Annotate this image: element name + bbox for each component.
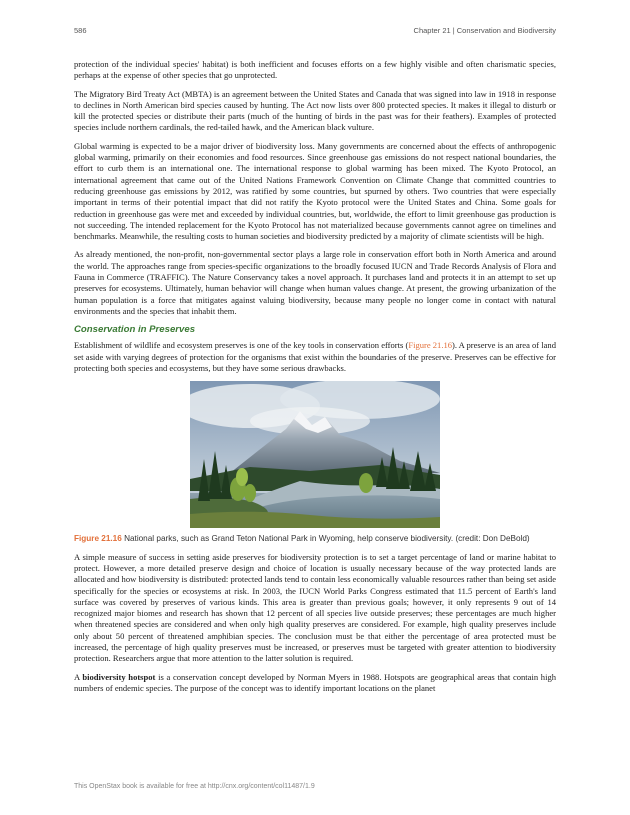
chapter-title: Chapter 21 | Conservation and Biodiversity: [413, 26, 556, 35]
paragraph-7: [74, 672, 556, 695]
paragraph-7-rest: is a conservation concept developed by Norman Myers in 1988. Hotspots are geographical areas that contain high numbers of endemic species. The purpose of the concept was to identify important locations on the planet: [74, 671, 556, 693]
figure-label: Figure 21.16: [74, 534, 122, 544]
paragraph-6: A simple measure of success in setting aside preserves for biodiversity protection is to set a target percentage of land or marine habitat to protect. However, a more detailed preserve design and choice of location is usually necessary because of the way protected lands are allocated and how biodiversity is distributed: protected lands tend to contain less economically valuable resources rather than being set aside specifically for the species or ecosystems at risk. In 2003, the IUCN World Parks Congress estimated that 11.5 percent of Earth's land surface was covered by preserves of various kinds. This area is greater than previous goals; however, it only represents 9 out of 14 recognized major biomes and research has shown that 12 percent of all species live outside preserves; these percentages are much higher when threatened species are considered and when only high quality preserves are considered. For example, high quality preserves include only about 50 percent of threatened amphibian species. The conclusion must be that either the percentage of area protected must be increased, the percentage of high quality preserves must be increased, or preserves must be targeted with greater attention to biodiversity protection. Researchers argue that more attention to the latter solution is required.: [74, 551, 556, 664]
paragraph-1: protection of the individual species' habitat) is both inefficient and focuses efforts on a few highly visible and often charismatic species, perhaps at the expense of other species that go unprotected.: [74, 59, 556, 81]
paragraph-3: Global warming is expected to be a major driver of biodiversity loss. Many governments are concerned about the effects of anthropogenic global warming, primarily on their economies and food resources. Since greenhouse gas emissions do not respect national boundaries, the effort to curb them is an international one. The international response to global warming has been mixed. The Kyoto Protocol, an international agreement that came out of the United Nations Framework Convention on Climate Change that committed countries to reducing greenhouse gas emissions by 2012, was ratified by some countries, but spurned by others. Two countries that were especially important in terms of their potential impact that did not ratify the Kyoto protocol were the United States and China. Some goals for reduction in greenhouse gas were met and exceeded by individual countries, but, worldwide, the effort to limit greenhouse gas production is not succeeding. The intended replacement for the Kyoto Protocol has not materialized because governments cannot agree on timelines and benchmarks. Meanwhile, the resulting costs to human societies and biodiversity predicted by a majority of climate scientists will be high.: [74, 140, 556, 242]
key-term: biodiversity hotspot: [82, 671, 156, 682]
paragraph-5-end: ). A preserve is an area of land set aside with varying degrees of protection for the organisms that exist within the boundaries of the preserve. Preserves can be effective for protecting both species and ecosystems, but they have some serious drawbacks.: [74, 340, 556, 373]
page-content: [74, 59, 556, 701]
paragraph-2: The Migratory Bird Treaty Act (MBTA) is an agreement between the United States and Canada that was signed into law in 1918 in response to declines in North American bird species caused by hunting. The Act now lists over 800 protected species. It makes it illegal to disturb or kill the protected species or distribute their parts (much of the hunting of birds in the past was for their feathers). Examples of protected species include northern cardinals, the red-tailed hawk, and the American black vulture.: [74, 88, 556, 133]
paragraph-5-start: Establishment of wildlife and ecosystem preserves is one of the key tools in conservation efforts (: [74, 340, 409, 351]
figure-link[interactable]: Figure 21.16: [408, 340, 453, 351]
figure-caption: [74, 533, 556, 545]
section-heading: Conservation in Preserves: [74, 324, 196, 336]
grand-teton-photo: [190, 381, 440, 528]
paragraph-5: [74, 340, 556, 374]
page-number: 586: [74, 26, 87, 35]
paragraph-7-start: A: [74, 671, 83, 682]
paragraph-4: As already mentioned, the non-profit, non-governmental sector plays a large role in conservation effort both in North America and around the world. The approaches range from species-specific organizations to the broadly focused IUCN and Trade Records Analysis of Flora and Fauna in Commerce (TRAFFIC). The Nature Conservancy takes a novel approach. It purchases land and protects it in an attempt to set up preserves for ecosystems. Ultimately, human behavior will change when human values change. At present, the growing urbanization of the human population is a force that mitigates against valuing biodiversity, because many people no longer come in contact with natural environments and the species that inhabit them.: [74, 249, 556, 316]
page-footer: This OpenStax book is available for free at http://cnx.org/content/col11487/1.9: [74, 783, 315, 790]
figure-caption-text: National parks, such as Grand Teton National Park in Wyoming, help conserve biodiversity. (credit: Don DeBold): [121, 534, 530, 544]
page-header: [74, 26, 556, 38]
figure: [74, 381, 556, 529]
